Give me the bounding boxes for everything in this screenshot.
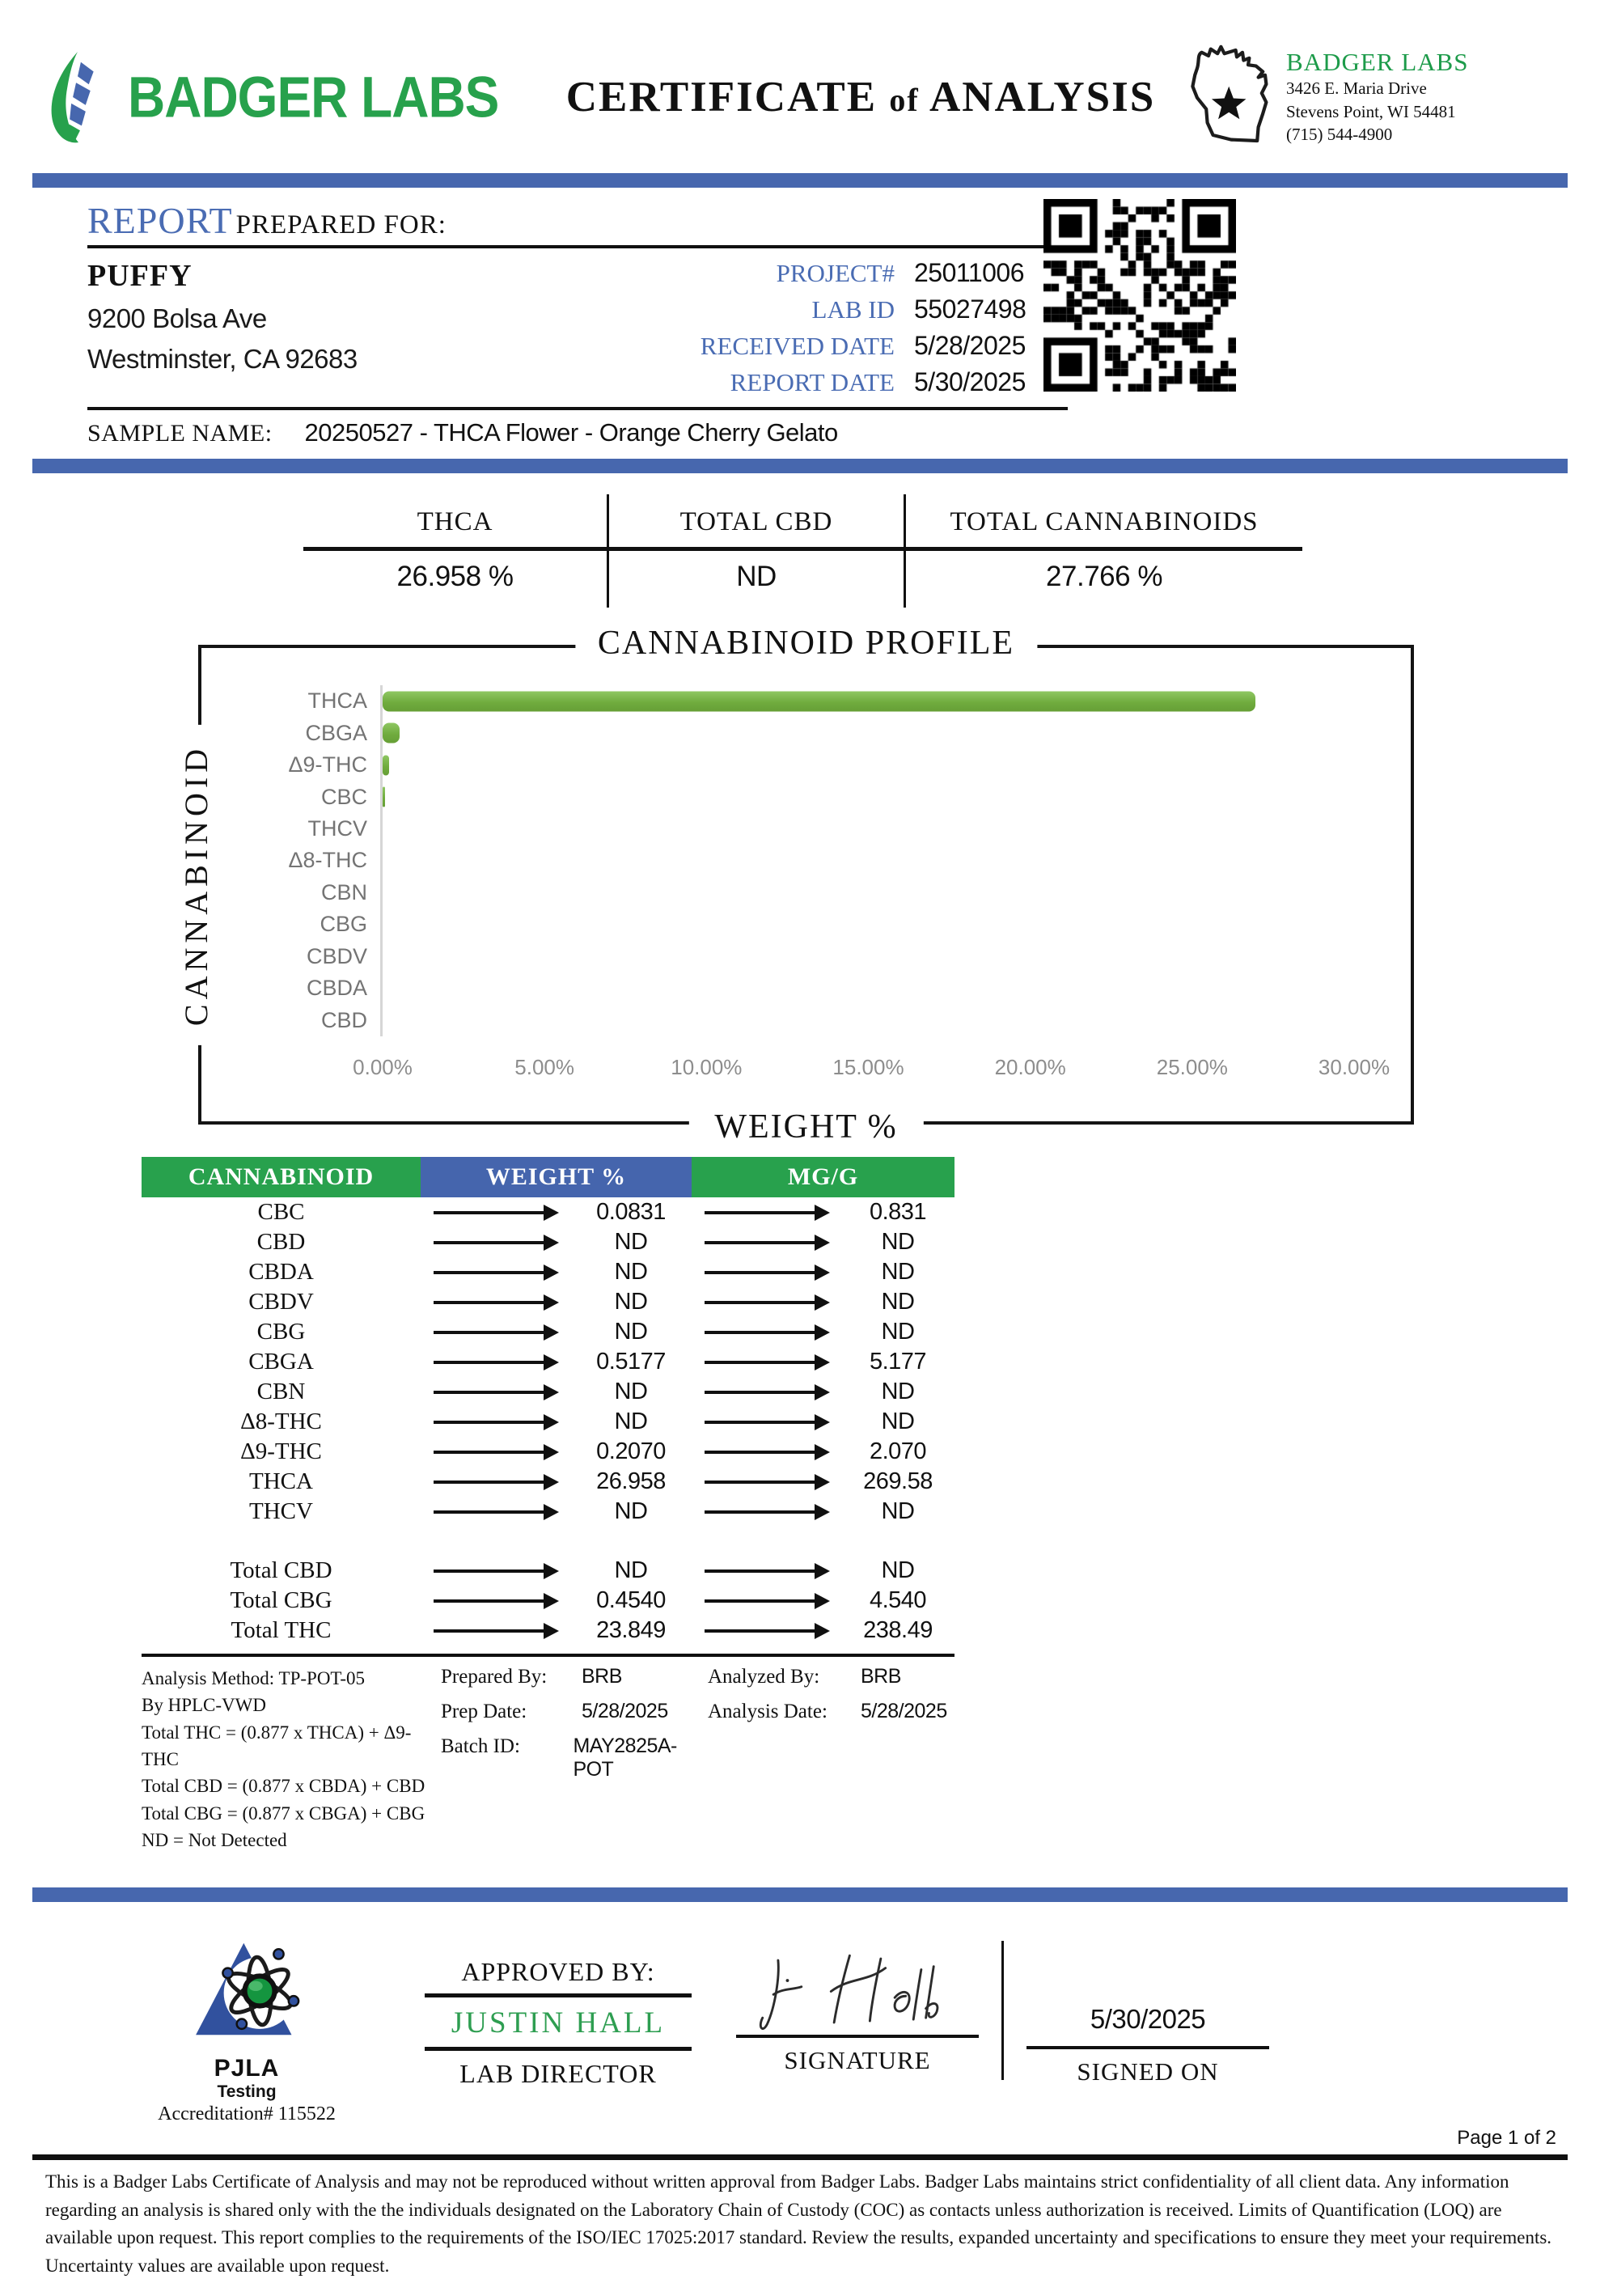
arrow-icon xyxy=(692,1407,841,1437)
footnote-row xyxy=(708,1700,954,1723)
signature-label: SIGNATURE xyxy=(784,2046,931,2075)
report-label: REPORT xyxy=(87,200,233,241)
arrow-icon xyxy=(692,1437,841,1467)
chart-category-label: THCV xyxy=(307,816,367,841)
badger-labs-logo xyxy=(40,49,542,145)
header xyxy=(40,21,1560,173)
footnote-row xyxy=(441,1735,708,1781)
summary-value: 27.766 % xyxy=(1046,561,1162,592)
chart-category-label: CBDA xyxy=(306,976,367,1001)
chart-track xyxy=(380,972,1354,1004)
lab-address-block xyxy=(1179,39,1560,156)
arrow-icon xyxy=(692,1467,841,1497)
arrow-icon xyxy=(692,1197,841,1227)
footnote-row xyxy=(708,1665,954,1688)
chart-ylabel-wrap xyxy=(177,724,215,1044)
chart-category-label: CBD xyxy=(320,1007,367,1032)
table-cannabinoid-name: THCA xyxy=(249,1468,313,1494)
leaf-logo-icon xyxy=(40,49,115,145)
table-cannabinoid-name: Total THC xyxy=(231,1617,332,1643)
chart-bar xyxy=(383,691,1255,711)
arrow-icon xyxy=(421,1616,570,1646)
chart-category-label: CBC xyxy=(320,784,367,809)
chart-row xyxy=(246,909,1354,940)
table-mgg-value: ND xyxy=(881,1557,915,1583)
footer-rule xyxy=(32,2154,1568,2160)
meta-label: PROJECT# xyxy=(776,259,895,287)
approver-title: LAB DIRECTOR xyxy=(459,2059,657,2089)
table-mgg-value: ND xyxy=(881,1409,915,1434)
footnote-row xyxy=(441,1700,708,1723)
table-weight-value: ND xyxy=(614,1379,648,1404)
footnote-value: 5/28/2025 xyxy=(861,1700,947,1722)
table-weight-value: ND xyxy=(614,1319,648,1345)
arrow-icon xyxy=(421,1227,570,1257)
arrow-icon xyxy=(421,1437,570,1467)
footnotes-left xyxy=(142,1665,441,1853)
arrow-icon xyxy=(692,1616,841,1646)
signed-on-date: 5/30/2025 xyxy=(1026,1931,1269,2049)
meta-value: 5/28/2025 xyxy=(914,331,1026,360)
chart-category-label: CBN xyxy=(320,879,367,904)
table-cannabinoid-name: Total CBD xyxy=(230,1557,332,1583)
chart-track xyxy=(380,749,1354,781)
chart-category-label: CBGA xyxy=(305,720,367,745)
column-header-weight: WEIGHT % xyxy=(421,1157,692,1197)
footnotes-middle xyxy=(441,1665,708,1853)
arrow-icon xyxy=(421,1197,570,1227)
summary-label: THCA xyxy=(303,494,607,551)
approved-by-label: APPROVED BY: xyxy=(425,1957,692,1997)
column-header-cannabinoid: CANNABINOID xyxy=(142,1157,421,1197)
chart-bar xyxy=(383,787,385,807)
cannabinoid-profile-chart xyxy=(178,625,1414,1146)
meta-value: 5/30/2025 xyxy=(914,367,1026,396)
meta-value: 55027498 xyxy=(914,294,1026,324)
chart-tick-label: 10.00% xyxy=(671,1055,743,1079)
table-weight-value: 26.958 xyxy=(596,1468,666,1494)
sample-name-value: 20250527 - THCA Flower - Orange Cherry Gelato xyxy=(304,418,838,447)
approval-divider xyxy=(1001,1941,1004,2080)
client-info xyxy=(87,258,701,404)
meta-label: REPORT DATE xyxy=(730,368,895,396)
logo-wordmark: BADGER LABS xyxy=(128,64,499,130)
chart-track xyxy=(380,813,1354,845)
approver-name: JUSTIN HALL xyxy=(425,1997,692,2051)
chart-row xyxy=(246,781,1354,812)
arrow-icon xyxy=(421,1556,570,1586)
signed-on-label: SIGNED ON xyxy=(1077,2057,1219,2086)
table-cannabinoid-name: THCV xyxy=(249,1498,313,1524)
chart-row xyxy=(246,877,1354,909)
chart-tick-label: 20.00% xyxy=(994,1055,1066,1079)
footnote-label: Analyzed By: xyxy=(708,1666,820,1688)
title-word-analysis: ANALYSIS xyxy=(929,74,1156,121)
arrow-icon xyxy=(421,1467,570,1497)
table-weight-value: 0.2070 xyxy=(596,1438,666,1464)
signature-area xyxy=(736,1931,979,2038)
table-cannabinoid-name: CBG xyxy=(256,1319,306,1345)
chart-tick-label: 0.00% xyxy=(353,1055,413,1079)
chart-category-label: CBDV xyxy=(306,943,367,968)
arrow-icon xyxy=(692,1287,841,1317)
divider-bar-2 xyxy=(32,459,1568,473)
chart-track xyxy=(380,845,1354,876)
footnote-value: BRB xyxy=(582,1665,622,1688)
chart-row xyxy=(246,813,1354,845)
arrow-icon xyxy=(421,1497,570,1527)
chart-bar xyxy=(383,755,389,775)
footnote-label: Prepared By: xyxy=(441,1666,548,1688)
arrow-icon xyxy=(421,1347,570,1377)
signature-icon xyxy=(756,1944,959,2038)
approval-section xyxy=(40,1920,1560,2125)
summary-column xyxy=(303,494,607,608)
signature-block xyxy=(736,1931,979,2125)
table-mgg-value: ND xyxy=(881,1319,915,1345)
table-cannabinoid-name: CBN xyxy=(256,1379,306,1404)
lab-address-line2: Stevens Point, WI 54481 xyxy=(1286,101,1456,121)
report-columns xyxy=(87,248,1068,404)
sample-row xyxy=(87,410,1560,459)
table-weight-value: 0.5177 xyxy=(596,1349,666,1375)
footnotes xyxy=(142,1654,954,1853)
chart-row xyxy=(246,845,1354,876)
arrow-icon xyxy=(421,1407,570,1437)
summary-table xyxy=(303,494,1302,608)
table-mgg-value: 0.831 xyxy=(869,1199,927,1225)
lab-address-line1: 3426 E. Maria Drive xyxy=(1286,78,1427,99)
table-cannabinoid-name: Total CBG xyxy=(230,1587,332,1613)
chart-bar xyxy=(383,723,400,743)
table-cannabinoid-name: CBD xyxy=(256,1229,306,1255)
pjla-name: PJLA xyxy=(214,2055,280,2082)
chart-tick-label: 15.00% xyxy=(832,1055,904,1079)
table-cannabinoid-name: CBGA xyxy=(248,1349,314,1375)
footnote-row xyxy=(441,1665,708,1688)
divider-bar-top xyxy=(32,173,1568,188)
page-title xyxy=(542,73,1179,121)
chart-track xyxy=(380,781,1354,812)
report-meta xyxy=(701,258,1068,404)
table-mgg-value: ND xyxy=(881,1379,915,1404)
summary-label: TOTAL CANNABINOIDS xyxy=(906,494,1302,551)
chart-track xyxy=(380,717,1354,748)
pjla-accreditation xyxy=(125,1931,368,2125)
chart-title: CANNABINOID PROFILE xyxy=(575,624,1037,663)
summary-column xyxy=(906,494,1302,608)
table-mgg-value: ND xyxy=(881,1259,915,1285)
client-address-line2: Westminster, CA 92683 xyxy=(87,344,358,374)
chart-category-label: Δ8-THC xyxy=(288,848,367,873)
chart-track xyxy=(380,941,1354,972)
lab-phone: (715) 544-4900 xyxy=(1286,125,1393,145)
prepared-for-label: PREPARED FOR: xyxy=(235,210,447,239)
table-weight-value: ND xyxy=(614,1289,648,1315)
results-table xyxy=(142,1157,954,1197)
footnote-value: 5/28/2025 xyxy=(582,1700,668,1722)
arrow-icon xyxy=(692,1317,841,1347)
table-cannabinoid-name: CBDV xyxy=(248,1289,314,1315)
footnote-value: BRB xyxy=(861,1665,901,1688)
table-mgg-value: 4.540 xyxy=(869,1587,927,1613)
footnote-line: Analysis Method: TP-POT-05 xyxy=(142,1668,366,1688)
table-cannabinoid-name: CBDA xyxy=(248,1259,314,1285)
table-mgg-value: 238.49 xyxy=(863,1617,933,1643)
arrow-icon xyxy=(692,1556,841,1586)
approved-by-block xyxy=(425,1931,692,2125)
table-weight-value: 0.4540 xyxy=(596,1587,666,1613)
table-weight-value: ND xyxy=(614,1498,648,1524)
arrow-icon xyxy=(692,1497,841,1527)
summary-value: 26.958 % xyxy=(396,561,514,592)
footnotes-right xyxy=(708,1665,954,1853)
chart-y-axis-label: CANNABINOID xyxy=(178,743,214,1026)
arrow-icon xyxy=(692,1377,841,1407)
footnote-line: ND = Not Detected xyxy=(142,1830,287,1851)
arrow-icon xyxy=(421,1377,570,1407)
arrow-icon xyxy=(692,1227,841,1257)
footnote-label: Analysis Date: xyxy=(708,1701,828,1722)
footnote-line: Total CBD = (0.877 x CBDA) + CBD xyxy=(142,1776,425,1797)
results-body xyxy=(142,1197,954,1527)
chart-row xyxy=(246,941,1354,972)
table-mgg-value: 5.177 xyxy=(869,1349,927,1375)
chart-tick-label: 30.00% xyxy=(1318,1055,1390,1079)
table-cannabinoid-name: Δ9-THC xyxy=(240,1438,322,1464)
summary-column xyxy=(607,494,906,608)
arrow-icon xyxy=(421,1257,570,1287)
chart-track xyxy=(380,877,1354,909)
arrow-icon xyxy=(421,1287,570,1317)
summary-value: ND xyxy=(736,561,777,592)
pjla-accreditation-number: Accreditation# 115522 xyxy=(158,2103,336,2125)
chart-track xyxy=(380,685,1354,717)
meta-label: LAB ID xyxy=(811,295,895,324)
divider-bar-3 xyxy=(32,1887,1568,1902)
report-prepared-heading xyxy=(87,199,1068,248)
table-cannabinoid-name: CBC xyxy=(257,1199,305,1225)
chart-category-label: THCA xyxy=(307,688,367,714)
meta-value: 25011006 xyxy=(914,258,1024,287)
table-weight-value: 23.849 xyxy=(596,1617,666,1643)
chart-x-axis-label: WEIGHT % xyxy=(688,1108,923,1146)
table-mgg-value: ND xyxy=(881,1289,915,1315)
pjla-testing-label: Testing xyxy=(217,2082,277,2102)
meta-row xyxy=(701,258,1068,288)
chart-tick-label: 5.00% xyxy=(514,1055,575,1079)
chart-track xyxy=(380,909,1354,940)
table-weight-value: 0.0831 xyxy=(596,1199,666,1225)
page-number: Page 1 of 2 xyxy=(1457,2127,1556,2150)
chart-track xyxy=(380,1005,1354,1036)
table-weight-value: ND xyxy=(614,1409,648,1434)
chart-row xyxy=(246,717,1354,748)
chart-ticks xyxy=(353,1055,1390,1081)
pjla-logo-icon xyxy=(162,1931,332,2051)
chart-rows xyxy=(246,685,1354,1036)
arrow-icon xyxy=(421,1317,570,1347)
arrow-icon xyxy=(692,1586,841,1616)
wisconsin-map-icon xyxy=(1179,39,1283,156)
results-totals xyxy=(142,1556,954,1646)
chart-row xyxy=(246,1005,1354,1036)
table-mgg-value: ND xyxy=(881,1498,915,1524)
arrow-icon xyxy=(692,1257,841,1287)
table-weight-value: ND xyxy=(614,1557,648,1583)
arrow-icon xyxy=(692,1347,841,1377)
lab-name: BADGER LABS xyxy=(1286,48,1469,77)
meta-row xyxy=(701,294,1068,324)
report-inner xyxy=(87,199,1068,410)
chart-row xyxy=(246,685,1354,717)
qr-code xyxy=(1043,199,1236,392)
title-word-certificate: CERTIFICATE xyxy=(565,74,878,121)
table-weight-value: ND xyxy=(614,1229,648,1255)
table-weight-value: ND xyxy=(614,1259,648,1285)
footnote-label: Prep Date: xyxy=(441,1701,527,1722)
footnote-line: Total CBG = (0.877 x CBGA) + CBG xyxy=(142,1802,425,1824)
footnote-line: By HPLC-VWD xyxy=(142,1695,266,1716)
chart-row xyxy=(246,972,1354,1004)
footnote-value: MAY2825A-POT xyxy=(573,1735,677,1781)
chart-category-label: CBG xyxy=(320,912,367,937)
sample-name-label: SAMPLE NAME: xyxy=(87,420,273,447)
chart-row xyxy=(246,749,1354,781)
table-mgg-value: 269.58 xyxy=(863,1468,933,1494)
signed-on-block xyxy=(1026,1931,1269,2125)
table-mgg-value: 2.070 xyxy=(869,1438,927,1464)
table-cannabinoid-name: Δ8-THC xyxy=(240,1409,322,1434)
footnote-line: Total THC = (0.877 x THCA) + Δ9-THC xyxy=(142,1722,412,1770)
summary-label: TOTAL CBD xyxy=(609,494,904,551)
meta-label: RECEIVED DATE xyxy=(700,332,895,360)
footnote-label: Batch ID: xyxy=(441,1735,520,1757)
chart-tick-label: 25.00% xyxy=(1156,1055,1228,1079)
disclaimer-text: This is a Badger Labs Certificate of Analysis and may not be reproduced without written approval from Badger Labs. Badger Labs maintains strict confidentiality of all client data. Any information regarding an analysis is shared only with the the individuals designated on the Laboratory Chain of Custody (COC) as contacts unless authorization is received. Limits of Quantification (LOQ) are available upon request. This report complies to the requirements of the ISO/IEC 17025:2017 standard. Review the results, expanded uncertainty and specifications to ensure they meet your requirements. Uncertainty values are available upon request. xyxy=(45,2171,1552,2276)
client-name: PUFFY xyxy=(87,259,193,293)
report-block xyxy=(40,199,1560,459)
arrow-icon xyxy=(421,1586,570,1616)
chart-category-label: Δ9-THC xyxy=(288,752,367,777)
title-word-of: of xyxy=(889,82,920,118)
client-address-line1: 9200 Bolsa Ave xyxy=(87,303,267,333)
column-header-mgg: MG/G xyxy=(692,1157,954,1197)
table-mgg-value: ND xyxy=(881,1229,915,1255)
meta-row xyxy=(701,331,1068,361)
lab-info xyxy=(1286,48,1468,146)
meta-row xyxy=(701,367,1068,397)
